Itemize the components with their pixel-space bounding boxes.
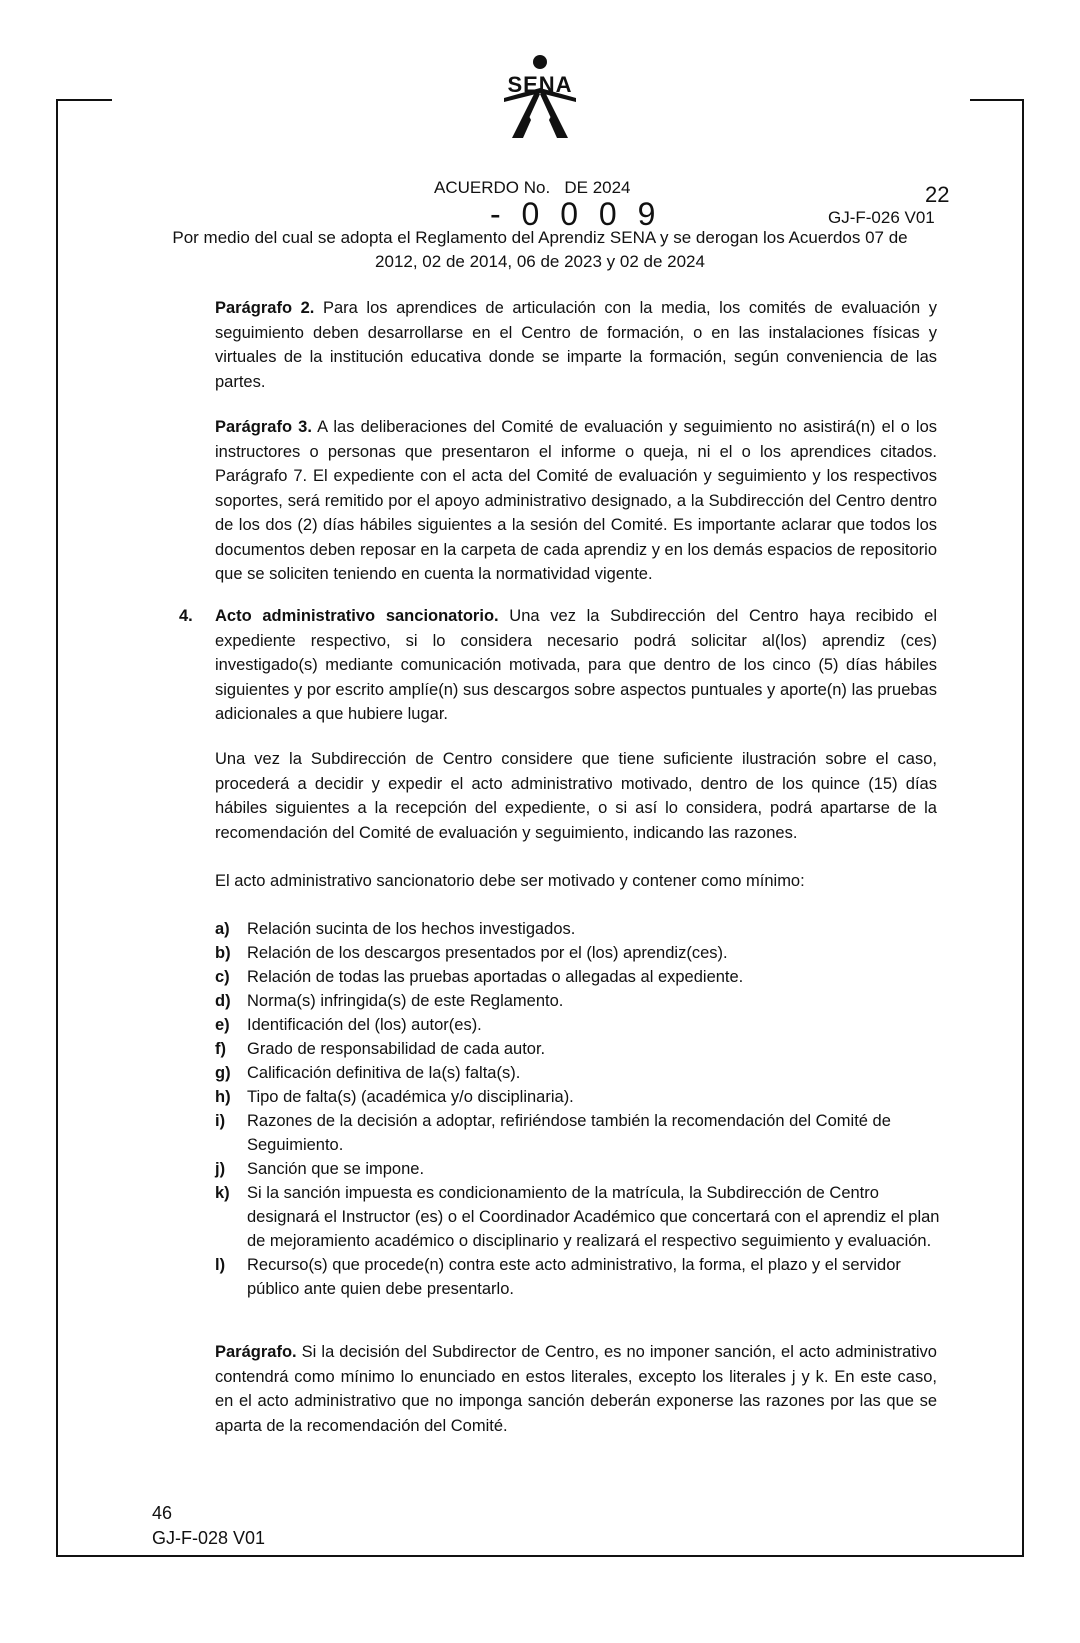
- paragraph-minimo: El acto administrativo sancionatorio debe ser motivado y contener como mínimo:: [215, 872, 805, 890]
- list-text: Relación sucinta de los hechos investigados.: [247, 920, 576, 938]
- list-letter: l): [215, 1256, 226, 1274]
- frame-top-left-line: [56, 99, 112, 101]
- list-text: Norma(s) infringida(s) de este Reglamento.: [247, 992, 564, 1010]
- list-text: Calificación definitiva de la(s) falta(s).: [247, 1064, 521, 1082]
- list-item: [215, 1181, 945, 1253]
- paragrafo-2: [215, 296, 937, 394]
- frame-bottom-line: [56, 1555, 1024, 1557]
- frame-left-line: [56, 99, 58, 1557]
- list-text: Identificación del (los) autor(es).: [247, 1016, 482, 1034]
- list-letter: h): [215, 1088, 231, 1106]
- list-item: [215, 1253, 945, 1301]
- requirements-list: [215, 917, 945, 1301]
- list-item: [215, 917, 945, 941]
- header-page-number: 22: [925, 182, 950, 207]
- list-text: Sanción que se impone.: [247, 1160, 425, 1178]
- section-4-text: Una vez la Subdirección del Centro haya recibido el expediente respectivo, si lo considera necesario podrá solicitar al(los) aprendiz (ces) investigado(s) mediante comunicación motivada, para que dentro de los cinco (5) días hábiles siguientes y por escrito amplíe(n) sus descargos sobre aspectos puntuales y aporte(n) las pruebas adicionales a que hubiere lugar.: [215, 607, 937, 723]
- list-item: [215, 1013, 945, 1037]
- list-letter: c): [215, 968, 230, 986]
- list-text: Si la sanción impuesta es condicionamiento de la matrícula, la Subdirección de Centro designará el Instructor (es) o el Coordinador Académico que concertará con el aprendiz el plan de mejoramiento académico o disciplinario y realizará el respectivo seguimiento y evaluación.: [247, 1184, 940, 1250]
- header-subtitle-line1: Por medio del cual se adopta el Reglamento del Aprendiz SENA y se derogan los Acuerdos 07 de: [172, 228, 908, 247]
- list-letter: d): [215, 992, 231, 1010]
- paragrafo-final: [215, 1340, 937, 1438]
- sena-logo: [490, 50, 590, 142]
- list-letter: i): [215, 1112, 226, 1130]
- list-text: Tipo de falta(s) (académica y/o disciplinaria).: [247, 1088, 574, 1106]
- footer-page-number: 46: [152, 1503, 173, 1523]
- paragrafo-3: [215, 415, 937, 587]
- list-text: Grado de responsabilidad de cada autor.: [247, 1040, 546, 1058]
- paragrafo-3-text: A las deliberaciones del Comité de evaluación y seguimiento no asistirá(n) el o los instructores o personas que presentaron el informe o queja, ni el o los aprendices citados. Parágrafo 7. El expediente con el acta del Comité de evaluación y seguimiento y los respectivos soportes, será remitido por el apoyo administrativo designado, a la Subdirección del Centro dentro de los dos (2) días hábiles siguientes a la sesión del Comité. Es importante aclarar que todos los documentos deben reposar en la carpeta de cada aprendiz y en los demás espacios de repositorio que se soliciten teniendo en cuenta la normatividad vigente.: [215, 418, 938, 583]
- list-letter: j): [215, 1160, 226, 1178]
- list-letter: g): [215, 1064, 231, 1082]
- acuerdo-number: - 0 0 0 9: [490, 196, 662, 232]
- acuerdo-label: ACUERDO No. DE 2024: [434, 178, 631, 197]
- list-item: [215, 1109, 945, 1157]
- list-letter: a): [215, 920, 230, 938]
- frame-top-right-line: [970, 99, 1024, 101]
- footer-form-code: GJ-F-028 V01: [152, 1528, 266, 1548]
- header-subtitle-line2: 2012, 02 de 2014, 06 de 2023 y 02 de 2024: [375, 252, 705, 271]
- paragrafo-final-text: Si la decisión del Subdirector de Centro, es no imponer sanción, el acto administrativo contendrá como mínimo lo enunciado en estos literales, excepto los literales j y k. En este caso, en el acto administrativo que no imponga sanción deberán exponerse las razones por las que se aparta de la recomendación del Comité.: [215, 1343, 937, 1435]
- list-item: [215, 1157, 945, 1181]
- list-letter: b): [215, 944, 231, 962]
- list-item: [215, 965, 945, 989]
- list-item: [215, 989, 945, 1013]
- list-letter: k): [215, 1184, 230, 1202]
- list-text: Relación de todas las pruebas aportadas o allegadas al expediente.: [247, 968, 744, 986]
- section-4: [215, 604, 937, 727]
- section-4-title: Acto administrativo sancionatorio.: [215, 607, 499, 625]
- paragrafo-3-label: Parágrafo 3.: [215, 418, 312, 436]
- list-letter: e): [215, 1016, 230, 1034]
- list-letter: f): [215, 1040, 226, 1058]
- list-item: [215, 1061, 945, 1085]
- list-item: [215, 1085, 945, 1109]
- frame-right-line: [1022, 99, 1024, 1557]
- list-item: [215, 1037, 945, 1061]
- paragrafo-2-label: Parágrafo 2.: [215, 299, 315, 317]
- paragrafo-2-text: Para los aprendices de articulación con la media, los comités de evaluación y seguimiento deben desarrollarse en el Centro de formación, o en las instalaciones físicas y virtuales de la institución educativa donde se imparte la formación, según conveniencia de las partes.: [215, 299, 937, 391]
- paragraph-decision: Una vez la Subdirección de Centro considere que tiene suficiente ilustración sobre el caso, procederá a decidir y expedir el acto administrativo motivado, dentro de los quince (15) días hábiles siguientes a la recepción del expediente, o si así lo considera, podrá apartarse de la recomendación del Comité de evaluación y seguimiento, indicando las razones.: [215, 750, 937, 842]
- list-text: Relación de los descargos presentados por el (los) aprendiz(ces).: [247, 944, 728, 962]
- list-item: [215, 941, 945, 965]
- header-form-code: GJ-F-026 V01: [828, 208, 935, 227]
- list-text: Recurso(s) que procede(n) contra este acto administrativo, la forma, el plazo y el servidor público ante quien debe presentarlo.: [247, 1256, 901, 1298]
- section-4-number: 4.: [179, 607, 193, 625]
- logo-text: SENA: [507, 72, 573, 97]
- list-text: Razones de la decisión a adoptar, refiriéndose también la recomendación del Comité de Seguimiento.: [247, 1112, 891, 1154]
- paragrafo-final-label: Parágrafo.: [215, 1343, 297, 1361]
